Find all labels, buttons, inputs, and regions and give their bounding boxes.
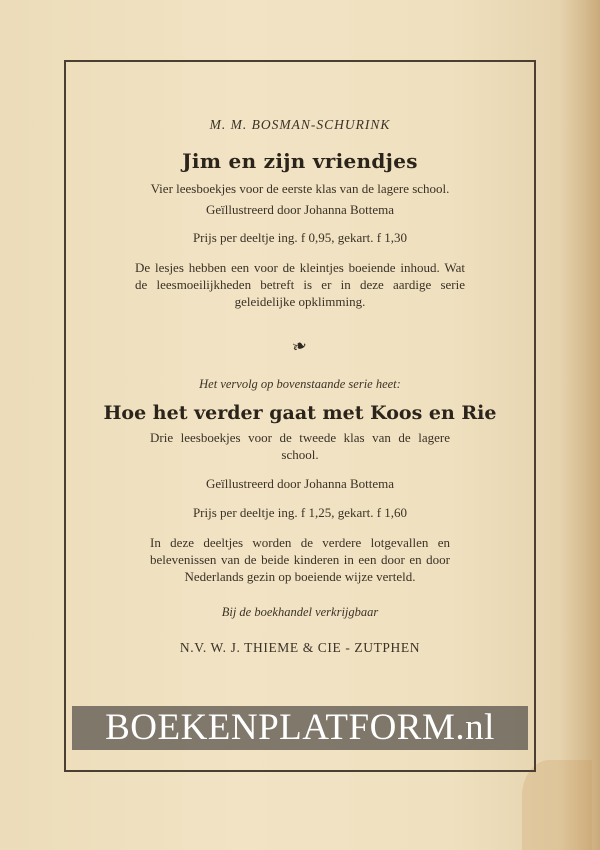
availability-note: Bij de boekhandel verkrijgbaar [221,605,379,619]
worn-edge [560,0,600,850]
second-series-description: In deze deeltjes worden de verdere lotgevallen en belevenissen van de beide kinderen in een door en door Nederlands gezin op boeiende wijze verteld. [150,535,450,584]
first-series-price: Prijs per deeltje ing. f 0,95, gekart. f 1,30 [192,230,408,245]
second-series-price: Prijs per deeltje ing. f 1,25, gekart. f 1,60 [192,505,408,520]
first-series-title: Jim en zijn vriendjes [182,149,418,173]
continuation-note: Het vervolg op bovenstaande serie heet: [199,377,401,391]
first-series-subtitle: Vier leesboekjes voor de eerste klas van de lagere school. [150,181,450,196]
second-series-subtitle: Drie leesboekjes voor de tweede klas van de lagere school. [150,430,450,462]
first-series-description: De lesjes hebben een voor de kleintjes boeiende inhoud. Wat de leesmoeilijkheden betreft is er in deze aardige serie geleidelijke opklimming. [135,260,465,309]
paper-stain [522,760,592,850]
second-series-illustrator: Geïllustreerd door Johanna Bottema [205,476,395,491]
first-series-illustrator: Geïllustreerd door Johanna Bottema [205,202,395,217]
leaf-ornament-icon: ❧ [289,334,311,359]
watermark-banner: BOEKENPLATFORM.nl [72,706,528,750]
author-name: M. M. BOSMAN-SCHURINK [209,117,391,132]
second-series-title: Hoe het verder gaat met Koos en Rie [103,402,497,424]
cover-text-block [64,60,536,656]
publisher-line: N.V. W. J. THIEME & CIE - ZUTPHEN [179,640,421,655]
